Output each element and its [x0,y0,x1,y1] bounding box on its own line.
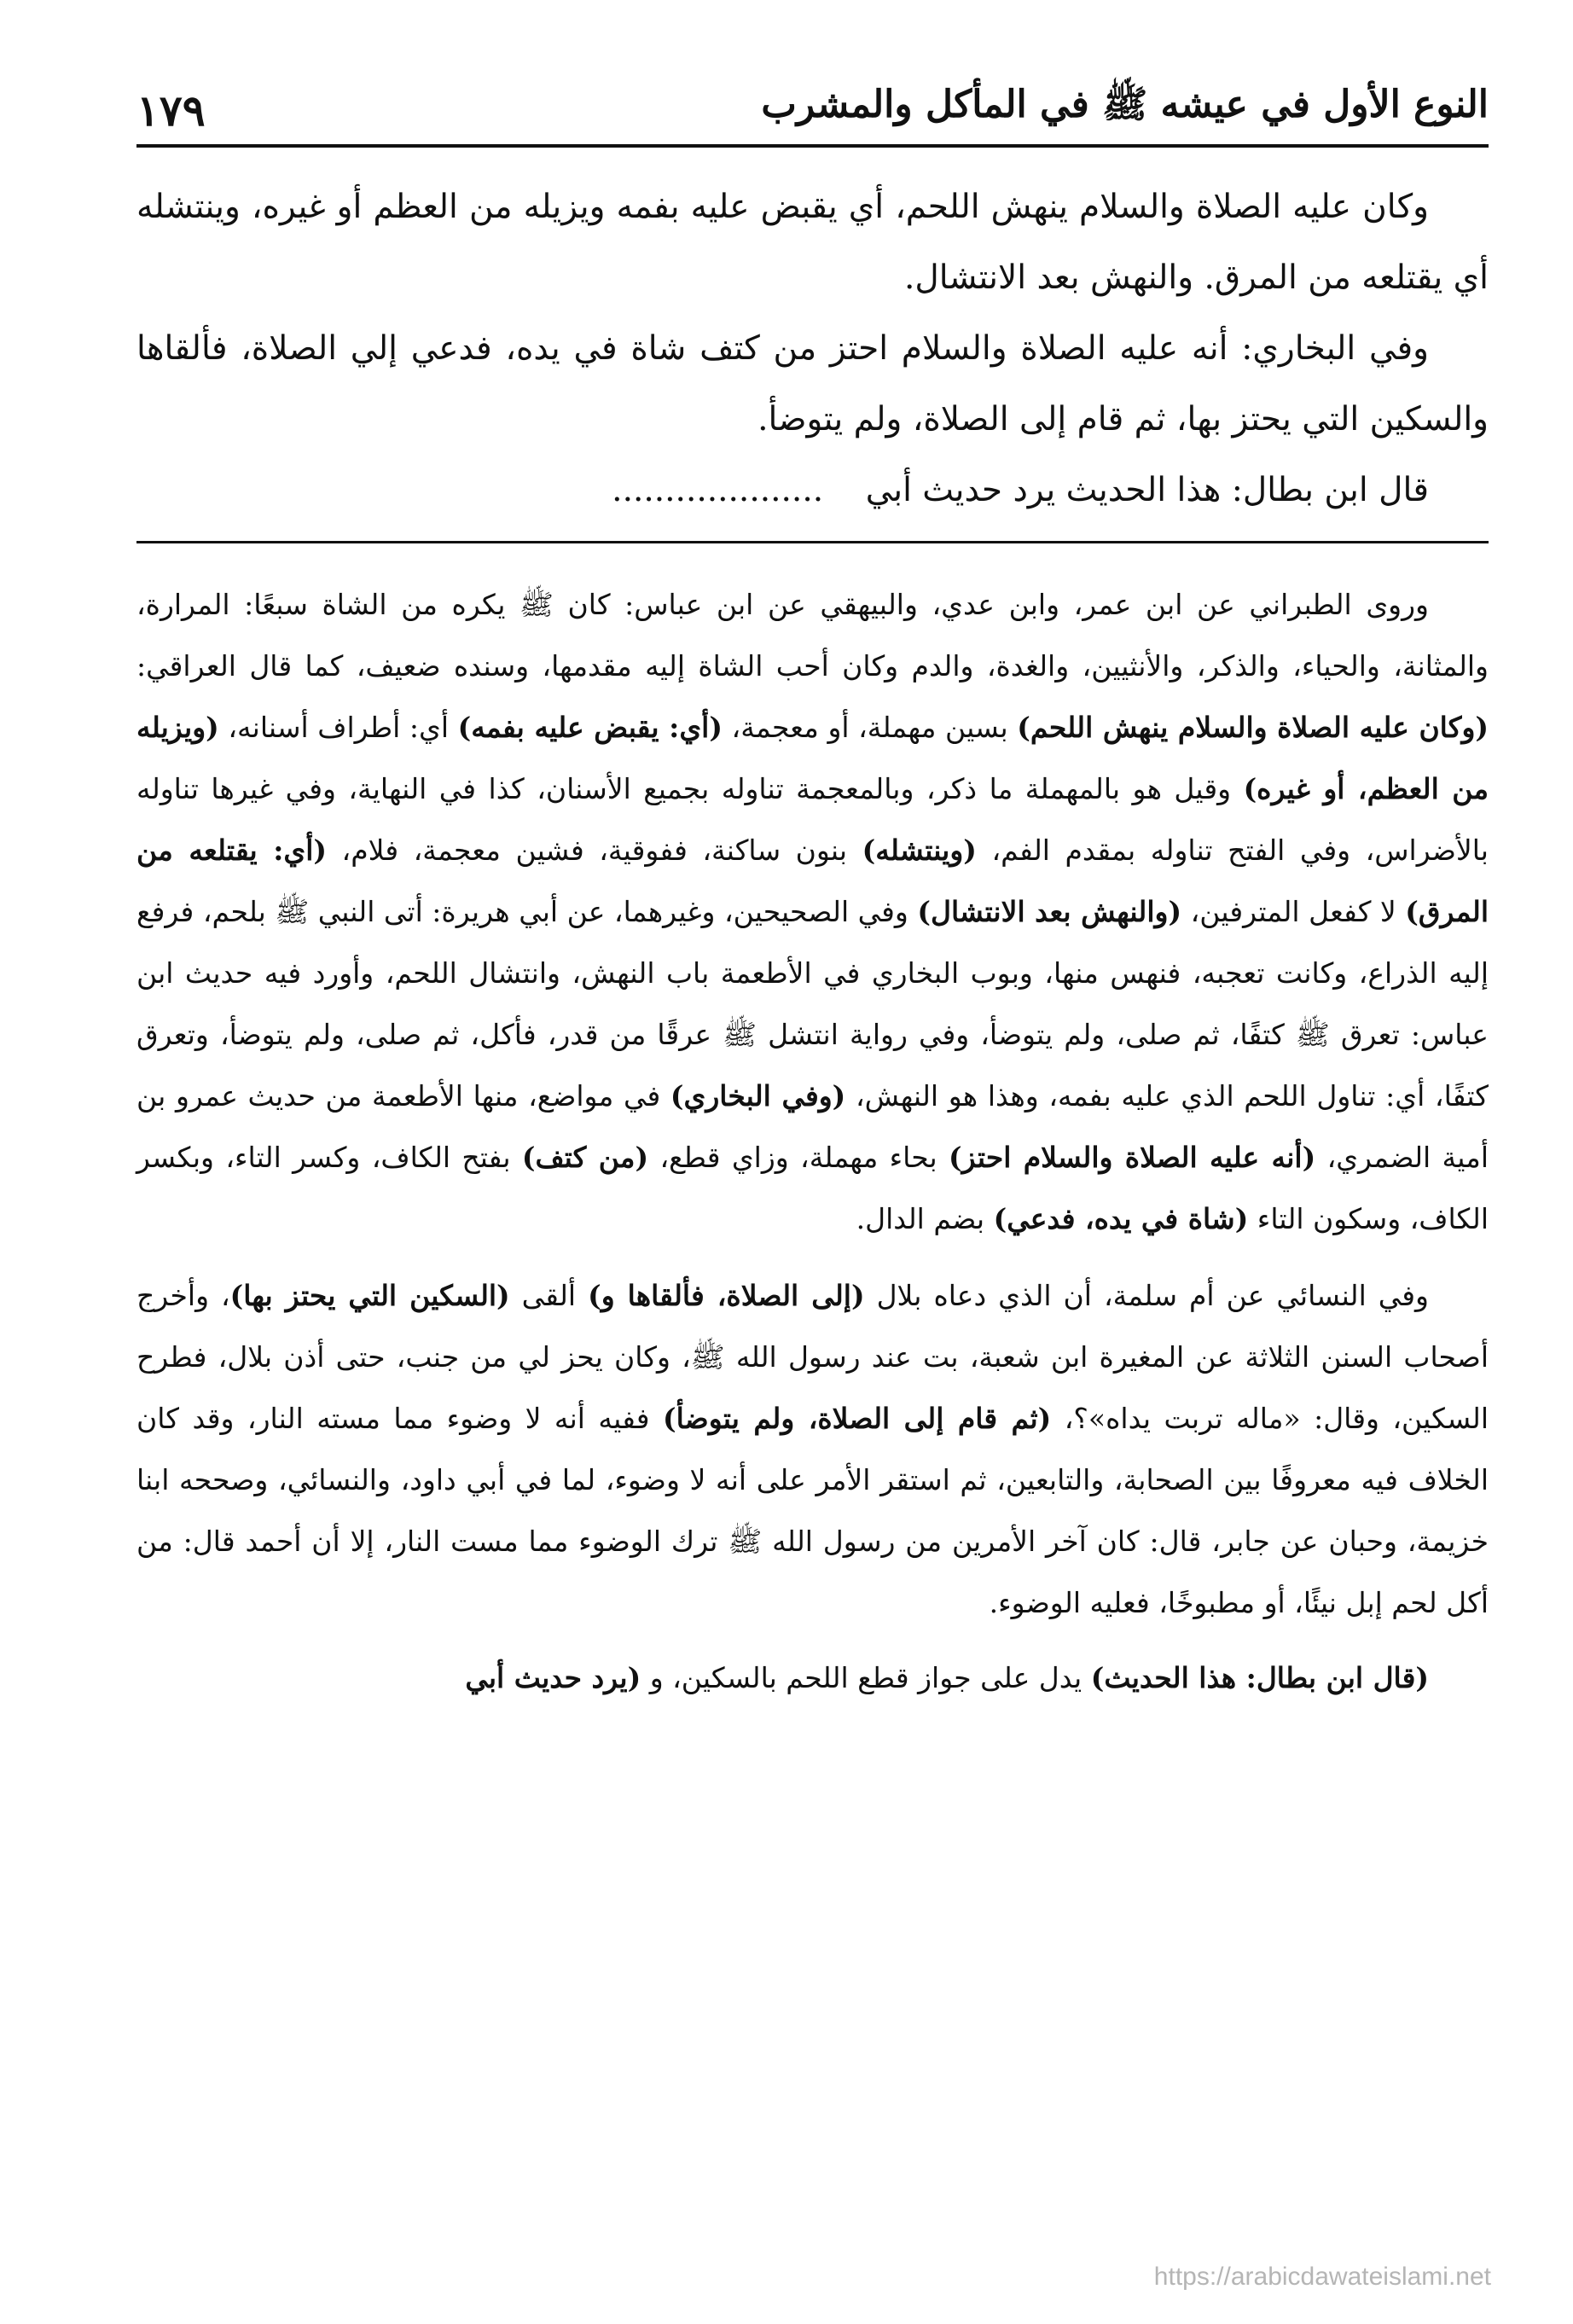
section-divider [136,541,1489,543]
text-run: وقيل هو بالمهملة ما ذكر، وبالمعجمة تناوله بجميع الأسنان، كذا في النهاية، وفي غيرها تناوله بالأضراس، وفي الفتح تناوله بمقدم الفم، [136,772,1489,867]
quoted-matn: (وفي البخاري) [670,1079,846,1113]
commentary-paragraph-3 [136,1647,1489,1709]
quoted-matn: (وينتشله) [862,834,977,867]
text-run: بحاء مهملة، وزاي قطع، [648,1141,949,1174]
quoted-matn: (قال ابن بطال: هذا الحديث) [1090,1661,1429,1694]
chapter-title: النوع الأول في عيشه ﷺ في المأكل والمشرب [761,83,1489,126]
text-run: أي: أطراف أسنانه، [218,711,458,744]
matn-paragraph-3 [136,455,1489,526]
quoted-matn: (السكين التي يحتز بها) [229,1279,510,1312]
text-run: لا كفعل المترفين، [1181,895,1406,928]
text-run: في مواضع، منها الأطعمة من حديث عمرو بن أمية الضمري، [136,1079,1489,1174]
quoted-matn: (شاة في يده، فدعي) [993,1202,1249,1235]
commentary-paragraph-2 [136,1265,1489,1634]
text-run: وروى الطبراني عن ابن عمر، وابن عدي، والبيهقي عن ابن عباس: كان ﷺ يكره من الشاة سبعًا: المرارة، والمثانة، والحياء، والذكر، والأنثيين، والغدة، والدم وكان أحب الشاة إليه مقدمها، وسنده ضعيف، كما قال العراقي: [136,588,1489,683]
matn-paragraph-3-text: قال ابن بطال: هذا الحديث يرد حديث أبي [865,471,1429,509]
quoted-matn: (أي: يقبض عليه بفمه) [457,711,723,744]
book-page [136,81,1489,1709]
running-header [136,81,1489,148]
quoted-matn: (إلى الصلاة، فألقاها و) [588,1279,865,1312]
matn-paragraph-1: وكان عليه الصلاة والسلام ينهش اللحم، أي يقبض عليه بفمه ويزيله من العظم أو غيره، وينتشله أي يقتلعه من المرق. والنهش بعد الانتشال. [136,188,1489,297]
text-run: ، وأخرج أصحاب السنن الثلاثة عن المغيرة ابن شعبة، بت عند رسول الله ﷺ، وكان يحز لي من جنب، حتى أذن بلال، فطرح السكين، وقال: «ماله تربت يداه»؟، [136,1279,1489,1435]
text-run: بسين مهملة، أو معجمة، [722,711,1018,744]
quoted-matn: (من كتف) [521,1141,649,1174]
quoted-matn: (ثم قام إلى الصلاة، ولم يتوضأ) [663,1402,1052,1435]
text-run: بفتح الكاف، وكسر التاء، وبكسر الكاف، وسكون التاء [136,1141,1489,1235]
text-run: وفي الصحيحين، وغيرهما، عن أبي هريرة: أتى النبي ﷺ بلحم، فرفع إليه الذراع، وكانت تعجبه، فنهس منها، وبوب البخاري في الأطعمة باب النهش، وانتشال اللحم، وأورد فيه حديث ابن عباس: تعرق ﷺ كتفًا، ثم صلى، ولم يتوضأ، وفي رواية انتشل ﷺ عرقًا من قدر، فأكل، ثم صلى، ولم يتوضأ، وتعرق كتفًا، أي: تناول اللحم الذي عليه بفمه، وهذا هو النهش، [136,895,1489,1113]
quoted-matn: (وكان عليه الصلاة والسلام ينهش اللحم) [1017,711,1489,744]
source-watermark: https://arabicdawateislami.net [1153,2263,1491,2291]
text-run: بنون ساكنة، ففوقية، فشين معجمة، فلام، [327,834,862,867]
text-run: ففيه أنه لا وضوء مما مسته النار، وقد كان الخلاف فيه معروفًا بين الصحابة، والتابعين، ثم استقر الأمر على أنه لا وضوء، لما في أبي داود، والنسائي، وصححه ابنا خزيمة، وحبان عن جابر، قال: كان آخر الأمرين من رسول الله ﷺ ترك الوضوء مما مست النار، إلا أن أحمد قال: من أكل لحم إبل نيئًا، أو مطبوخًا، فعليه الوضوء. [136,1402,1489,1619]
quoted-matn: (أي: يقتلعه من المرق) [136,834,1489,928]
page-number: ١٧٩ [136,85,206,136]
commentary-paragraph-1 [136,574,1489,1250]
text-run: يدل على جواز قطع اللحم بالسكين، و [641,1661,1091,1694]
continuation-dots: .................... [612,471,824,509]
quoted-matn: (والنهش بعد الانتشال) [917,895,1182,928]
quoted-matn: (يرد حديث أبي [465,1661,641,1694]
text-run: وفي النسائي عن أم سلمة، أن الذي دعاه بلال [864,1279,1429,1312]
quoted-matn: (أنه عليه الصلاة والسلام احتز) [949,1141,1316,1174]
text-run: ألقى [509,1279,589,1312]
text-run: بضم الدال. [856,1202,994,1235]
main-text [136,171,1489,526]
quoted-matn: (ويزيله من العظم، أو غيره) [136,711,1489,805]
commentary-text [136,574,1489,1709]
matn-paragraph-2: وفي البخاري: أنه عليه الصلاة والسلام احتز من كتف شاة في يده، فدعي إلي الصلاة، فألقاها والسكين التي يحتز بها، ثم قام إلى الصلاة، ولم يتوضأ. [136,329,1489,439]
